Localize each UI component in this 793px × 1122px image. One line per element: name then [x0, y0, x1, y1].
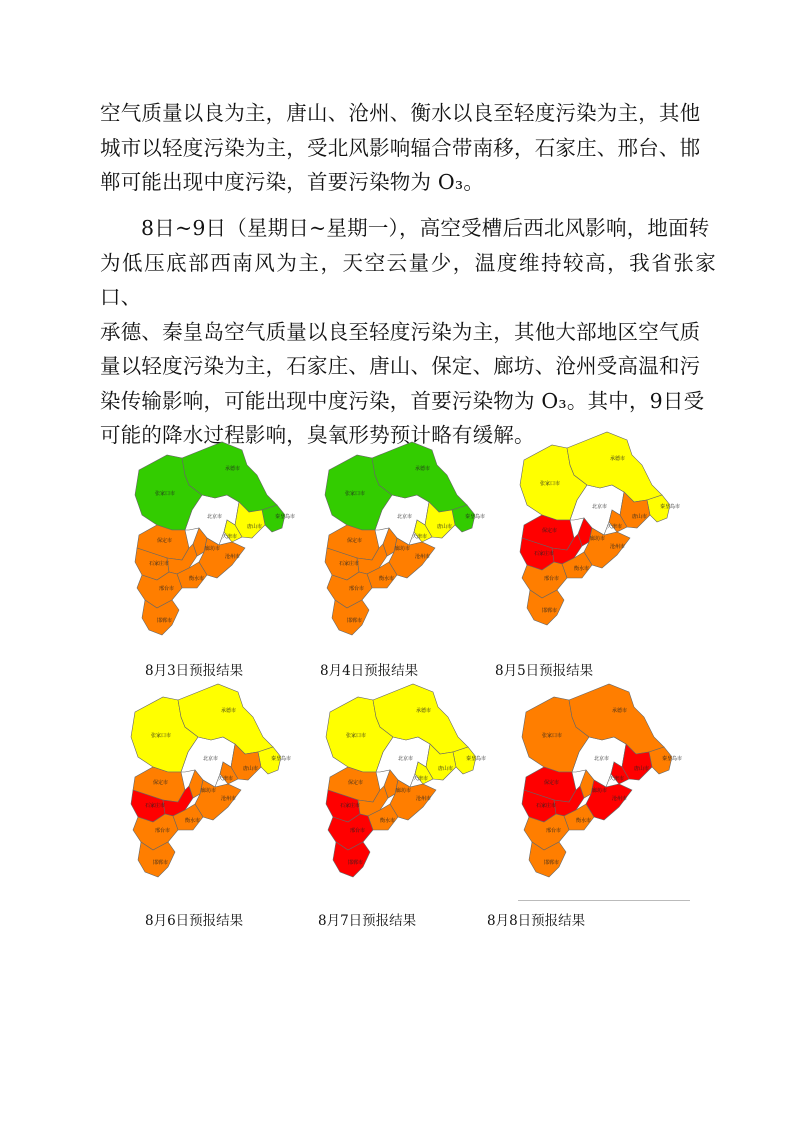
map-city-label: 天津市 [222, 534, 238, 540]
map-city-label: 邢台市 [350, 828, 366, 834]
paragraph-2 [100, 211, 716, 453]
map-city-label: 石家庄市 [534, 551, 555, 557]
paragraph-line: 郸可能出现中度污染，首要污染物为 O₃。 [100, 170, 485, 194]
map-city-label: 廊坊市 [396, 788, 412, 794]
map-city-label: 天津市 [609, 776, 625, 782]
map-city-label: 秦皇岛市 [660, 504, 681, 510]
map-city-label: 北京市 [594, 756, 610, 762]
map-city-label: 衡水市 [574, 566, 590, 572]
paragraph-line: 量以轻度污染为主，石家庄、唐山、保定、廊坊、沧州受高温和污 [100, 354, 701, 378]
map-city-label: 石家庄市 [340, 803, 361, 809]
map-city-label: 保定市 [542, 528, 558, 534]
forecast-map-svg [512, 430, 682, 630]
map-city-label: 衡水市 [189, 576, 205, 582]
paragraph-line: 为低压底部西南风为主，天空云量少，温度维持较高，我省张家口、 [100, 250, 716, 309]
map-caption: 8月6日预报结果 [145, 913, 244, 929]
map-city-label: 承德市 [612, 708, 628, 714]
map-city-label: 沧州市 [612, 796, 628, 802]
map-city-label: 保定市 [544, 780, 560, 786]
map-city-label: 张家口市 [151, 733, 172, 739]
map-city-label: 衡水市 [576, 818, 592, 824]
map-caption: 8月5日预报结果 [495, 663, 594, 679]
map-city-label: 承德市 [610, 456, 626, 462]
forecast-map-aug8 [514, 682, 684, 882]
map-city-label: 邯郸市 [542, 608, 558, 614]
paragraph-line: 染传输影响，可能出现中度污染，首要污染物为 O₃。其中，9日受 [100, 388, 705, 413]
map-city-label: 张家口市 [155, 491, 176, 497]
map-city-label: 唐山市 [247, 524, 263, 530]
map-city-label: 天津市 [607, 524, 623, 530]
forecast-map-aug7 [318, 682, 488, 882]
map-city-label: 衡水市 [380, 818, 396, 824]
map-city-label: 保定市 [348, 780, 364, 786]
map-city-label: 石家庄市 [536, 803, 557, 809]
map-caption: 8月4日预报结果 [320, 663, 419, 679]
forecast-map-aug6 [123, 682, 293, 882]
map-city-label: 承德市 [221, 708, 237, 714]
map-city-label: 廊坊市 [201, 788, 217, 794]
map-city-label: 石家庄市 [339, 561, 360, 567]
map-city-label: 邢台市 [349, 586, 365, 592]
map-city-label: 天津市 [218, 776, 234, 782]
map-city-label: 邢台市 [544, 576, 560, 582]
map-city-label: 石家庄市 [145, 803, 166, 809]
forecast-map-svg [514, 682, 684, 882]
map-city-label: 张家口市 [346, 733, 367, 739]
paragraph-line: 城市以轻度污染为主，受北风影响辐合带南移，石家庄、邢台、邯 [100, 135, 701, 160]
map-city-label: 秦皇岛市 [271, 756, 292, 762]
map-city-label: 廊坊市 [205, 546, 221, 552]
paragraph-1 [100, 96, 716, 200]
map-city-label: 张家口市 [345, 491, 366, 497]
map-city-label: 承德市 [415, 466, 431, 472]
map-city-label: 邯郸市 [157, 618, 173, 624]
forecast-map-aug3 [127, 440, 297, 640]
map-city-label: 保定市 [157, 538, 173, 544]
map-city-label: 北京市 [398, 756, 414, 762]
map-city-label: 衡水市 [185, 818, 201, 824]
forecast-map-svg [123, 682, 293, 882]
map-city-label: 北京市 [592, 504, 608, 510]
map-city-label: 沧州市 [221, 796, 237, 802]
map-city-label: 沧州市 [225, 554, 241, 560]
map-city-label: 衡水市 [379, 576, 395, 582]
forecast-map-svg [318, 682, 488, 882]
map-city-label: 廊坊市 [592, 788, 608, 794]
map-city-label: 邢台市 [546, 828, 562, 834]
map-city-label: 沧州市 [416, 796, 432, 802]
map-city-label: 保定市 [153, 780, 169, 786]
map-city-label: 唐山市 [632, 514, 648, 520]
map-city-label: 北京市 [207, 514, 223, 520]
map-city-label: 张家口市 [540, 481, 561, 487]
map-city-label: 秦皇岛市 [466, 756, 487, 762]
map-city-label: 唐山市 [437, 524, 453, 530]
forecast-map-svg [127, 440, 297, 640]
map-city-label: 邢台市 [159, 586, 175, 592]
paragraph-line: 8日~9日（星期日~星期一），高空受槽后西北风影响，地面转 [141, 216, 710, 240]
map-city-label: 承德市 [416, 708, 432, 714]
paragraph-line: 可能的降水过程影响，臭氧形势预计略有缓解。 [100, 423, 535, 447]
map-city-label: 邢台市 [155, 828, 171, 834]
map-city-label: 承德市 [225, 466, 241, 472]
map-city-label: 天津市 [412, 534, 428, 540]
map-city-label: 邯郸市 [153, 860, 169, 866]
map-city-label: 秦皇岛市 [662, 756, 683, 762]
map-city-label: 保定市 [347, 538, 363, 544]
map-city-label: 廊坊市 [395, 546, 411, 552]
map-city-label: 秦皇岛市 [275, 514, 296, 520]
map-city-label: 邯郸市 [348, 860, 364, 866]
map-city-label: 邯郸市 [347, 618, 363, 624]
forecast-map-svg [317, 440, 487, 640]
map-city-label: 沧州市 [415, 554, 431, 560]
map-city-label: 北京市 [397, 514, 413, 520]
map-city-label: 北京市 [203, 756, 219, 762]
forecast-map-aug4 [317, 440, 487, 640]
map-city-label: 张家口市 [542, 733, 563, 739]
map-city-label: 廊坊市 [590, 536, 606, 542]
divider [518, 900, 690, 901]
map-city-label: 秦皇岛市 [465, 514, 486, 520]
map-city-label: 唐山市 [634, 766, 650, 772]
map-city-label: 沧州市 [610, 544, 626, 550]
map-city-label: 邯郸市 [544, 860, 560, 866]
map-caption: 8月8日预报结果 [487, 913, 586, 929]
paragraph-line: 空气质量以良为主，唐山、沧州、衡水以良至轻度污染为主，其他 [100, 101, 701, 125]
forecast-map-aug5 [512, 430, 682, 630]
map-caption: 8月3日预报结果 [145, 663, 244, 679]
map-city-label: 石家庄市 [149, 561, 170, 567]
map-caption: 8月7日预报结果 [318, 913, 417, 929]
map-city-label: 唐山市 [438, 766, 454, 772]
paragraph-line: 承德、秦皇岛空气质量以良至轻度污染为主，其他大部地区空气质 [100, 319, 701, 344]
map-city-label: 唐山市 [243, 766, 259, 772]
map-city-label: 天津市 [413, 776, 429, 782]
